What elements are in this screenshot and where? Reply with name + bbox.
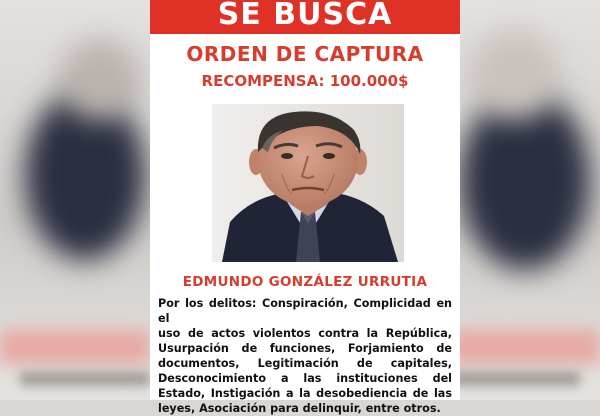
poster-banner: SE BUSCA: [150, 0, 460, 34]
crimes-description: [158, 296, 452, 416]
blurred-background-right: [450, 0, 600, 400]
order-title: ORDEN DE CAPTURA: [186, 42, 424, 66]
reward-text: RECOMPENSA: 100.000$: [201, 72, 409, 90]
crimes-line: Desconocimiento a las instituciones del: [158, 372, 452, 385]
wanted-person-name: EDMUNDO GONZÁLEZ URRUTIA: [182, 274, 428, 290]
crimes-line: uso de actos violentos contra la República,: [158, 327, 452, 340]
crimes-line: Por los delitos: Conspiración, Complicidad en el: [158, 297, 452, 325]
crimes-line: documentos, Legitimación de capitales,: [158, 357, 452, 370]
crimes-line: Usurpación de funciones, Forjamiento de: [158, 342, 452, 355]
blurred-background-left: [0, 0, 150, 400]
portrait-photo: [212, 104, 404, 262]
wanted-poster: [150, 0, 460, 415]
crimes-line: Estado, Instigación a la desobediencia de las: [158, 387, 452, 400]
crimes-line: leyes, Asociación para delinquir, entre otros.: [158, 402, 441, 415]
